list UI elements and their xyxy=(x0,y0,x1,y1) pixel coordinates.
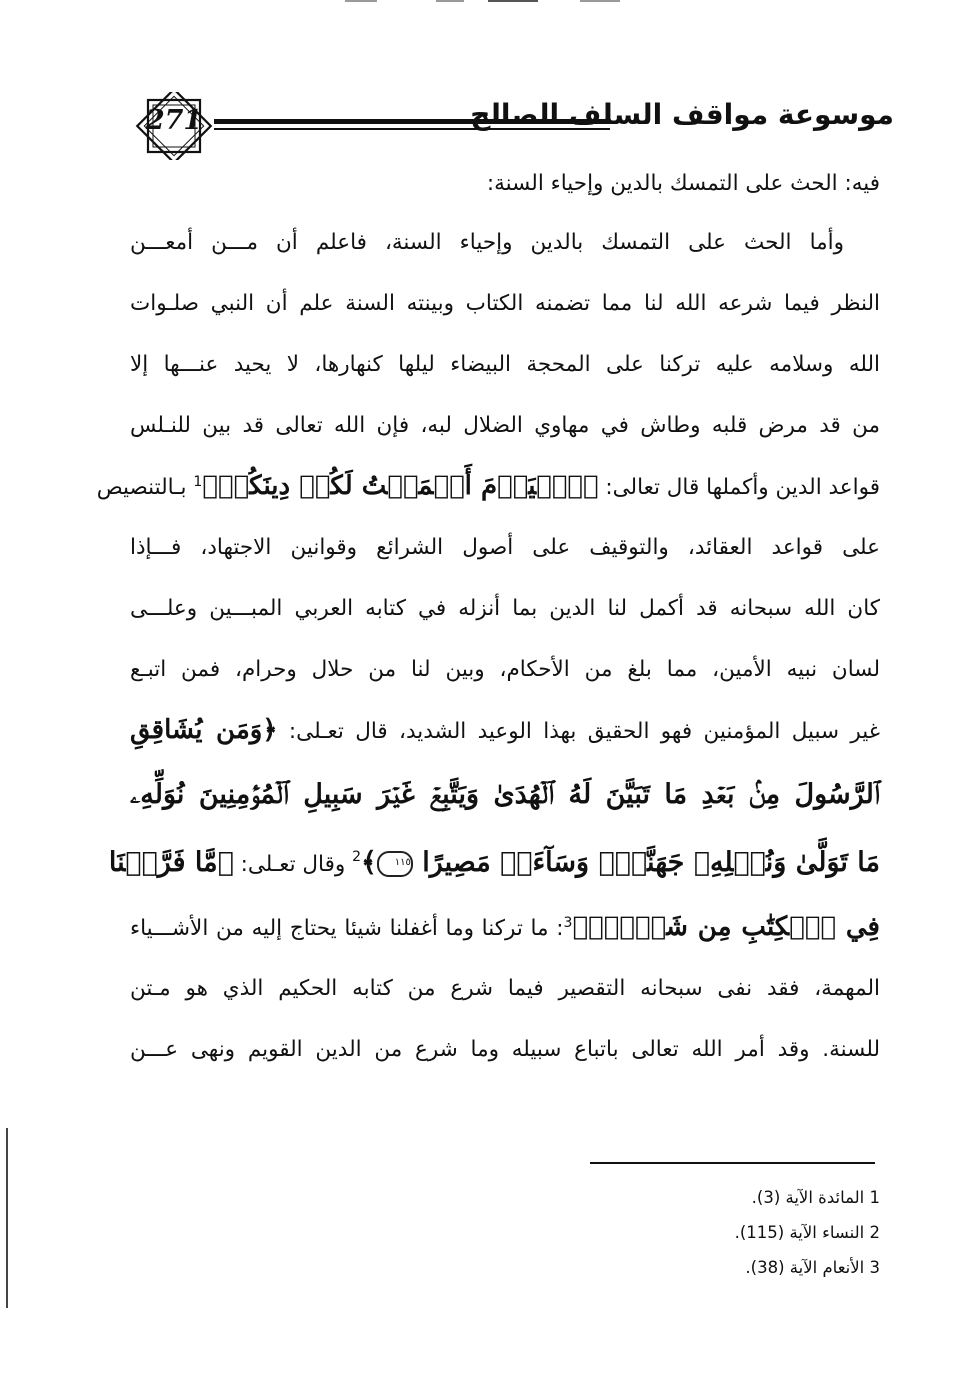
footnote-separator xyxy=(590,1162,875,1164)
footnote-text: الأنعام الآية (38). xyxy=(745,1258,865,1277)
quran-verse: ﴿مَّا فَرَّطۡنَا xyxy=(108,847,234,878)
quran-verse-line: ٱلرَّسُولَ مِنۢ بَعۡدِ مَا تَبَيَّنَ لَهُ ٱلۡهُدَىٰ وَيَتَّبِعۡ غَيۡرَ سَبِيلِ ٱلۡمُؤۡمِنِينَ نُوَلِّهِۦ xyxy=(130,779,880,810)
paragraph-line: للسنة. وقد أمر الله تعالى باتباع سبيله وما شرع من الدين القويم ونهى عـــن xyxy=(130,1037,880,1062)
text-segment: غير سبيل المؤمنين فهو الحقيق بهذا الوعيد الشديد، قال تعـلى: xyxy=(277,719,880,744)
paragraph-line: النظر فيما شرعه الله لنا مما تضمنه الكتاب وبينته السنة علم أن النبي صلـوات xyxy=(130,291,880,316)
quran-verse: فِي ٱلۡكِتَٰبِ مِن شَيۡءٖۚ﴾ xyxy=(572,912,880,942)
footnote xyxy=(480,1250,880,1285)
main-text xyxy=(96,156,880,1080)
quran-verse: ﴿ٱلۡيَوۡمَ أَكۡمَلۡتُ لَكُمۡ دِينَكُمۡ﴾ xyxy=(202,471,599,501)
paragraph-line-with-verse xyxy=(130,700,880,761)
footnote-number: 3 xyxy=(869,1258,880,1277)
text-segment: بـالتنصيص xyxy=(96,475,194,500)
scan-artifact-left-edge xyxy=(6,1128,8,1308)
page-number: 271 xyxy=(145,105,203,136)
footnote-marker: 3 xyxy=(563,914,573,931)
section-heading: فيه: الحث على التمسك بالدين وإحياء السنة: xyxy=(486,171,880,196)
paragraph-line: على قواعد العقائد، والتوقيف على أصول الشرائع وقوانين الاجتهاد، فـــإذا xyxy=(130,535,880,560)
footnote-number: 1 xyxy=(869,1188,880,1207)
footnotes xyxy=(480,1180,880,1285)
footnote xyxy=(480,1215,880,1250)
quran-verse: ﴿وَمَن يُشَاقِقِ xyxy=(130,715,278,745)
paragraph-line: المهمة، فقد نفى سبحانه التقصير فيما شرع من كتابه الحكيم الذي هو مـتن xyxy=(130,976,880,1001)
footnote-marker: 1 xyxy=(193,473,203,490)
quran-verse-line xyxy=(108,829,880,897)
paragraph-line-with-verse xyxy=(130,897,880,958)
paragraph-line-with-verse xyxy=(96,456,880,517)
paragraph-line: لسان نبيه الأمين، مما بلغ من الأحكام، وبين لنا من حلال وحرام، فمن اتبـع xyxy=(130,657,880,682)
text-segment: قواعد الدين وأكملها قال تعالى: xyxy=(598,475,880,500)
scan-artifact-top-4 xyxy=(580,0,620,2)
scan-artifact-top-2 xyxy=(436,0,464,2)
paragraph-line: الله وسلامه عليه تركنا على المحجة البيضاء ليلها كنهارها، لا يحيد عنـــها إلا xyxy=(130,352,880,377)
footnote xyxy=(480,1180,880,1215)
footnote-marker: 2 xyxy=(352,849,361,865)
page-header xyxy=(130,92,894,160)
text-segment: وقال تعـلى: xyxy=(233,852,353,877)
scan-artifact-top-1 xyxy=(345,0,377,2)
paragraph-line: وأما الحث على التمسك بالدين وإحياء السنة، فاعلم أن مـــن أمعـــن xyxy=(130,230,844,255)
footnote-number: 2 xyxy=(869,1223,880,1242)
running-title: موسوعة مواقف السلف الصالح xyxy=(470,98,894,131)
text-segment: : ما تركنا وما أغفلنا شيئا يحتاج إليه من الأشـــياء xyxy=(130,916,564,941)
ayah-end-marker: ١١٥ xyxy=(377,851,413,877)
paragraph-line: كان الله سبحانه قد أكمل لنا الدين بما أنزله في كتابه العربي المبـــين وعلـــى xyxy=(130,596,880,621)
paragraph-line: من قد مرض قلبه وطاش في مهاوي الضلال لبه، فإن الله تعالى قد بين للنـلس xyxy=(130,413,880,438)
footnote-text: المائدة الآية (3). xyxy=(751,1188,865,1207)
verse-close-bracket: ﴾ xyxy=(361,847,377,878)
footnote-text: النساء الآية (115). xyxy=(734,1223,865,1242)
scan-artifact-top-3 xyxy=(488,0,538,2)
quran-verse: مَا تَوَلَّىٰ وَنُصۡلِهِۦ جَهَنَّمَۖ وَسَآءَتۡ مَصِيرًا xyxy=(422,847,880,878)
